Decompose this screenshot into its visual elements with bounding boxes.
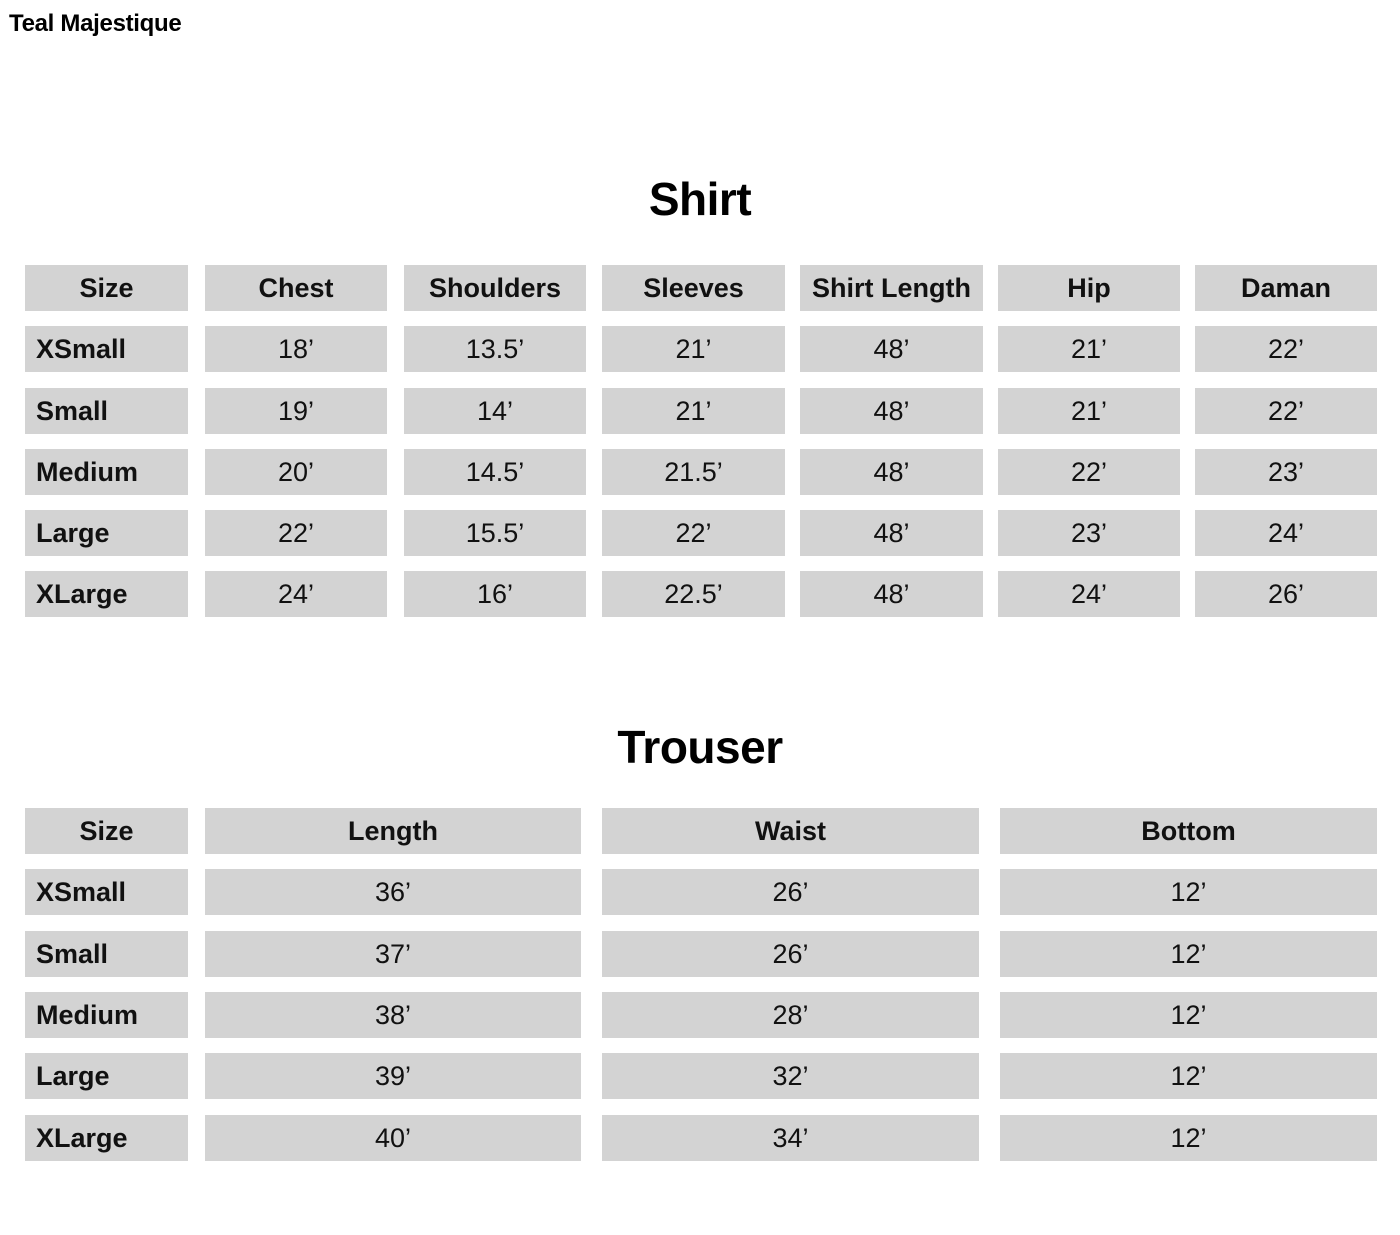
- shirt-row-label: XSmall: [25, 326, 188, 372]
- shirt-section-title: Shirt: [648, 173, 752, 225]
- shirt-header-shirt-length: Shirt Length: [800, 265, 983, 311]
- trouser-cell-bottom: 12’: [1000, 1115, 1377, 1161]
- shirt-cell-daman: 22’: [1195, 388, 1377, 434]
- shirt-cell-shoulders: 13.5’: [404, 326, 586, 372]
- shirt-cell-shirt-length: 48’: [800, 388, 983, 434]
- shirt-cell-hip: 23’: [998, 510, 1180, 556]
- shirt-cell-shirt-length: 48’: [800, 326, 983, 372]
- trouser-cell-waist: 32’: [602, 1053, 979, 1099]
- trouser-row-label: XSmall: [25, 869, 188, 915]
- shirt-header-chest: Chest: [205, 265, 387, 311]
- trouser-cell-length: 39’: [205, 1053, 581, 1099]
- shirt-header-daman: Daman: [1195, 265, 1377, 311]
- shirt-cell-daman: 26’: [1195, 571, 1377, 617]
- trouser-cell-bottom: 12’: [1000, 992, 1377, 1038]
- shirt-cell-chest: 18’: [205, 326, 387, 372]
- shirt-cell-sleeves: 21.5’: [602, 449, 785, 495]
- shirt-cell-shoulders: 16’: [404, 571, 586, 617]
- trouser-section-title: Trouser: [617, 721, 783, 773]
- trouser-cell-length: 38’: [205, 992, 581, 1038]
- trouser-cell-bottom: 12’: [1000, 1053, 1377, 1099]
- trouser-cell-waist: 26’: [602, 869, 979, 915]
- trouser-row-label: XLarge: [25, 1115, 188, 1161]
- shirt-cell-shirt-length: 48’: [800, 510, 983, 556]
- trouser-header-size: Size: [25, 808, 188, 854]
- trouser-cell-bottom: 12’: [1000, 931, 1377, 977]
- trouser-cell-waist: 34’: [602, 1115, 979, 1161]
- shirt-row-label: Small: [25, 388, 188, 434]
- shirt-cell-shirt-length: 48’: [800, 571, 983, 617]
- shirt-cell-daman: 22’: [1195, 326, 1377, 372]
- shirt-cell-chest: 22’: [205, 510, 387, 556]
- shirt-header-size: Size: [25, 265, 188, 311]
- shirt-cell-hip: 22’: [998, 449, 1180, 495]
- shirt-header-hip: Hip: [998, 265, 1180, 311]
- shirt-cell-shirt-length: 48’: [800, 449, 983, 495]
- shirt-row-label: Medium: [25, 449, 188, 495]
- shirt-cell-sleeves: 21’: [602, 326, 785, 372]
- trouser-cell-bottom: 12’: [1000, 869, 1377, 915]
- trouser-header-waist: Waist: [602, 808, 979, 854]
- trouser-row-label: Medium: [25, 992, 188, 1038]
- trouser-cell-length: 36’: [205, 869, 581, 915]
- brand-name: Teal Majestique: [9, 10, 182, 37]
- trouser-cell-length: 37’: [205, 931, 581, 977]
- shirt-cell-sleeves: 22’: [602, 510, 785, 556]
- shirt-header-shoulders: Shoulders: [404, 265, 586, 311]
- shirt-cell-daman: 24’: [1195, 510, 1377, 556]
- trouser-row-label: Large: [25, 1053, 188, 1099]
- shirt-cell-shoulders: 15.5’: [404, 510, 586, 556]
- shirt-cell-shoulders: 14’: [404, 388, 586, 434]
- shirt-row-label: XLarge: [25, 571, 188, 617]
- shirt-cell-shoulders: 14.5’: [404, 449, 586, 495]
- shirt-cell-chest: 20’: [205, 449, 387, 495]
- shirt-cell-hip: 24’: [998, 571, 1180, 617]
- shirt-cell-chest: 24’: [205, 571, 387, 617]
- shirt-cell-hip: 21’: [998, 388, 1180, 434]
- shirt-cell-sleeves: 21’: [602, 388, 785, 434]
- shirt-cell-sleeves: 22.5’: [602, 571, 785, 617]
- trouser-cell-waist: 26’: [602, 931, 979, 977]
- trouser-row-label: Small: [25, 931, 188, 977]
- shirt-row-label: Large: [25, 510, 188, 556]
- shirt-cell-hip: 21’: [998, 326, 1180, 372]
- trouser-cell-waist: 28’: [602, 992, 979, 1038]
- shirt-header-sleeves: Sleeves: [602, 265, 785, 311]
- trouser-header-length: Length: [205, 808, 581, 854]
- trouser-header-bottom: Bottom: [1000, 808, 1377, 854]
- shirt-cell-daman: 23’: [1195, 449, 1377, 495]
- shirt-cell-chest: 19’: [205, 388, 387, 434]
- trouser-cell-length: 40’: [205, 1115, 581, 1161]
